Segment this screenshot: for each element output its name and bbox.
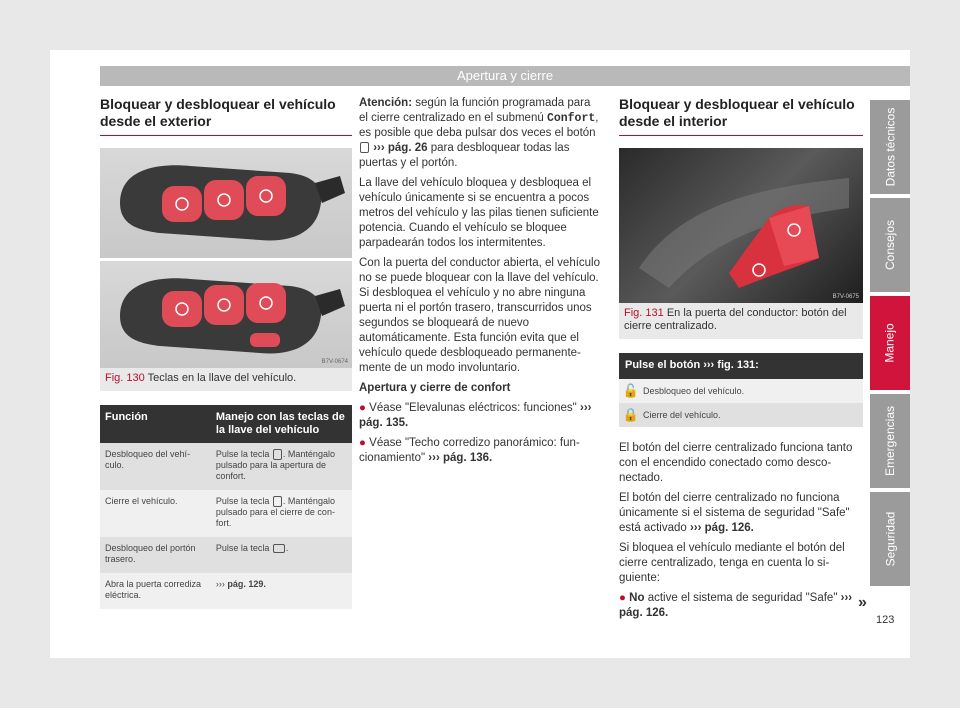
- figure-caption: [619, 303, 863, 339]
- table-row: [100, 443, 352, 490]
- lock-icon: 🔒: [622, 407, 640, 422]
- middle-column: [359, 96, 601, 471]
- link-pag-126[interactable]: ››› pág. 126.: [689, 522, 754, 534]
- section-header: Apertura y cierre: [100, 66, 910, 86]
- table-row: [100, 490, 352, 537]
- key-photo-top: [100, 148, 352, 258]
- safe-paragraph: El botón del cierre centralizado no funciona únicamente si el sistema de seguridad "Safe" está activado ››› pág. 126.: [619, 492, 850, 534]
- page-number: 123: [876, 614, 895, 626]
- table-cell-function: Desbloqueo del portón trasero.: [100, 537, 211, 573]
- bullet-safe: ● No active el sistema de seguridad "Safe" ››› pág. 126.: [619, 592, 853, 619]
- table-cell-function: Cierre el vehículo.: [100, 490, 211, 537]
- table-cell-function: Desbloqueo del vehículo.: [100, 443, 211, 490]
- figure-code: B7V-0675: [832, 294, 859, 300]
- driver-door-paragraph: Con la puerta del conductor abierta, el vehículo no se puede bloquear con la llave del vehículo. Si desbloquea el vehículo y no abre ninguna puerta ni el portón trasero, transcurridos unos segundos se bloqueará de nuevo automáticamente. Esta función evita que el vehículo quede desbloqueado permanentemente de un modo involuntario.: [359, 257, 601, 374]
- link-pag-135[interactable]: ››› pág. 135.: [359, 402, 592, 429]
- tab-datos-tecnicos[interactable]: Datos técnicos: [870, 100, 910, 194]
- figure-code: B7V-0674: [321, 359, 348, 365]
- tab-consejos[interactable]: Consejos: [870, 198, 910, 292]
- page: [50, 50, 910, 658]
- table-header: Pulse el botón ››› fig. 131:: [619, 353, 863, 379]
- door-button-photo: [619, 148, 863, 303]
- key-functions-table: [100, 405, 352, 609]
- lock-note-paragraph: Si bloquea el vehículo mediante el botón del cierre centralizado, tenga en cuenta lo siguiente:: [619, 542, 845, 584]
- link-pag-126[interactable]: ››› pág. 126.: [619, 592, 853, 619]
- attention-paragraph: Atención: según la función programada para el cierre centralizado en el submenú Confort, es posible que deba pulsar dos veces el botón ››› pág. 26 para desbloquear todas las puertas y el portón.: [359, 97, 599, 169]
- tab-emergencias[interactable]: Emergencias: [870, 394, 910, 488]
- unlock-icon: 🔓: [622, 383, 640, 398]
- figure-130: [100, 148, 352, 391]
- table-row: 🔒 Cierre del vehículo.: [619, 403, 863, 427]
- figure-caption-text: Teclas en la llave del vehículo.: [147, 372, 297, 384]
- table-cell-function: Abra la puerta corrediza eléctrica.: [100, 573, 211, 609]
- tab-seguridad[interactable]: Seguridad: [870, 492, 910, 586]
- button-functions-table: [619, 353, 863, 427]
- left-heading: Bloquear y desbloquear el vehículo desde el exterior: [100, 96, 352, 136]
- link-pag-136[interactable]: ››› pág. 136.: [428, 452, 493, 464]
- table-header-operation: Manejo con las teclas de la llave del vehículo: [211, 405, 352, 443]
- left-column: [100, 96, 352, 609]
- bullet-sunroof: ● Véase "Techo corredizo panorámico: funcionamiento" ››› pág. 136.: [359, 437, 580, 464]
- key-photo-bottom: [100, 258, 352, 368]
- figure-caption: [100, 368, 352, 391]
- tab-manejo[interactable]: Manejo: [870, 296, 910, 390]
- unlock-key-icon: [273, 449, 282, 460]
- table-row: [100, 573, 352, 609]
- figure-label: Fig. 130: [105, 372, 145, 384]
- figure-label: Fig. 131: [624, 307, 664, 319]
- figure-131: [619, 148, 863, 339]
- table-header-function: Función: [100, 405, 211, 443]
- table-cell-operation: ››› pág. 129.: [211, 573, 352, 609]
- comfort-subheading: Apertura y cierre de confort: [359, 382, 511, 394]
- table-cell-operation: Pulse la tecla . Manténgalo pulsado para el cierre de confort.: [211, 490, 352, 537]
- range-paragraph: La llave del vehículo bloquea y desbloquea el vehículo únicamente si se encuentra a pocos metros del vehículo y las pilas tienen suficiente potencia. Cuando el vehículo se bloquee parpadearán todos los intermitentes.: [359, 177, 599, 249]
- lock-key-icon: [273, 496, 282, 507]
- table-row: 🔓 Desbloqueo del vehículo.: [619, 379, 863, 403]
- right-column: [619, 96, 863, 626]
- right-heading: Bloquear y desbloquear el vehículo desde el interior: [619, 96, 863, 136]
- unlock-key-icon: [360, 142, 369, 153]
- table-cell-operation: Pulse la tecla . Manténgalo pulsado para la apertura de confort.: [211, 443, 352, 490]
- continue-marker: »: [858, 594, 867, 611]
- table-cell-operation: Pulse la tecla .: [211, 537, 352, 573]
- ignition-paragraph: El botón del cierre centralizado funciona tanto con el encendido conectado como desconectado.: [619, 442, 853, 484]
- bullet-windows: ● Véase "Elevalunas eléctricos: funciones" ››› pág. 135.: [359, 402, 592, 429]
- tailgate-key-icon: [273, 544, 285, 553]
- table-row: [100, 537, 352, 573]
- figure-caption-text: En la puerta del conductor: botón del cierre centralizado.: [624, 307, 847, 332]
